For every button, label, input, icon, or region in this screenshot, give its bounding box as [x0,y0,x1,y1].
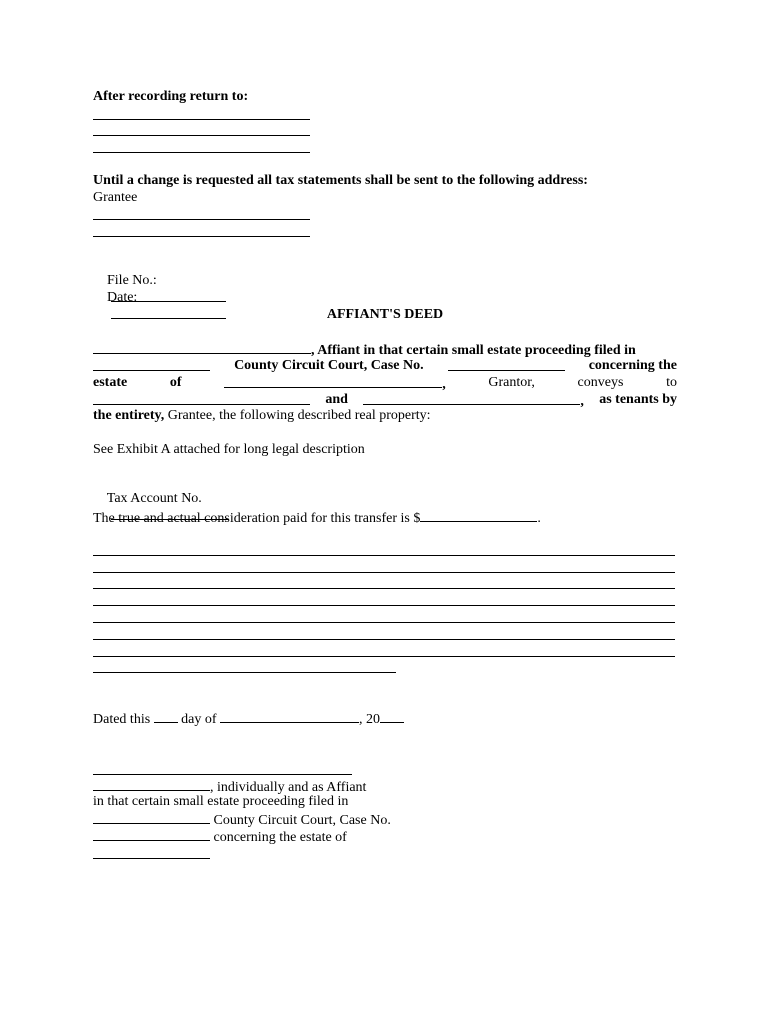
signature-line2: in that certain small estate proceeding filed in [93,794,349,809]
tax-statement-heading: Until a change is requested all tax statements shall be sent to the following address: [93,173,588,188]
return-address-line[interactable] [93,152,310,153]
signature-estate-field[interactable] [93,858,210,859]
description-line[interactable] [93,622,675,623]
consideration-text: The true and actual consideration paid for this transfer is $ [93,511,421,526]
return-address-line[interactable] [93,119,310,120]
consideration-amount-field[interactable] [420,509,537,522]
description-line[interactable] [93,572,675,573]
case-no-field[interactable] [448,358,565,371]
grantee-name-field-1[interactable] [93,392,310,405]
document-title: AFFIANT'S DEED [326,307,444,322]
return-address-line[interactable] [93,135,310,136]
grantee-address-line[interactable] [93,219,310,220]
day-field[interactable] [154,710,178,723]
signature-line1: , individually and as Affiant [93,778,366,796]
signature-line[interactable] [93,774,352,775]
signature-case-no-field[interactable] [93,828,210,841]
date-label: Date: [107,290,138,305]
description-line[interactable] [93,656,675,657]
signature-line4: concerning the estate of [93,828,347,846]
dated-row: Dated this day of , 20 [93,710,404,728]
consideration-row: The true and actual consideration paid for this transfer is $ . [93,511,541,526]
description-line[interactable] [93,555,675,556]
para1-line1: , Affiant in that certain small estate proceeding filed in [93,341,677,359]
para1-line4: and , as tenants by [93,392,677,410]
description-line[interactable] [93,672,396,673]
signer-name-field[interactable] [93,778,210,791]
description-line[interactable] [93,588,675,589]
description-line[interactable] [93,639,675,640]
signature-line3: County Circuit Court, Case No. [93,811,391,829]
tax-account-label: Tax Account No. [106,491,202,506]
grantee-address-line[interactable] [93,236,310,237]
description-line[interactable] [93,605,675,606]
signature-county-field[interactable] [93,811,210,824]
file-no-label: File No.: [107,273,157,288]
affiant-name-field[interactable] [93,341,311,354]
estate-name-field[interactable] [224,375,442,388]
para1-line3: estate of , Grantor, conveys to [93,375,677,392]
grantee-name-field-2[interactable] [363,392,580,405]
para1-line5: the entirety, Grantee, the following described real property: [93,408,431,423]
tax-account-row [93,475,228,541]
return-heading: After recording return to: [93,89,249,104]
exhibit-text: See Exhibit A attached for long legal description [93,442,365,457]
grantee-label: Grantee [93,190,138,205]
para1-line2: County Circuit Court, Case No. concerning the [93,358,677,374]
county-field[interactable] [93,358,210,371]
month-field[interactable] [220,710,359,723]
year-field[interactable] [380,710,404,723]
